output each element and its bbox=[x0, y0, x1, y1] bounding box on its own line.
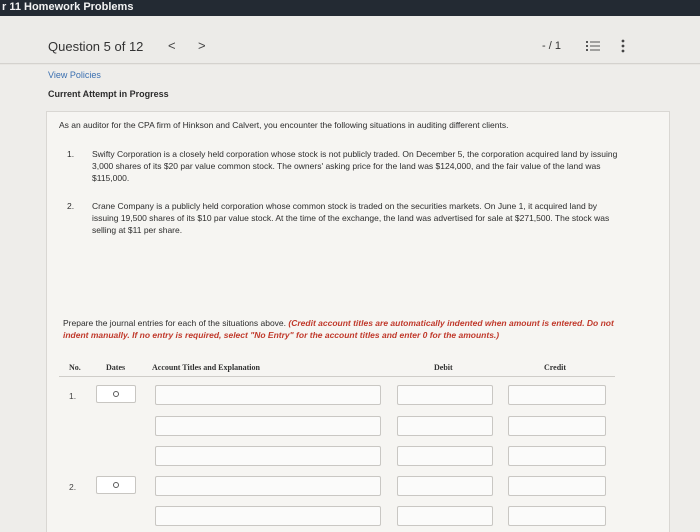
column-header-debit: Debit bbox=[434, 363, 453, 372]
column-header-no: No. bbox=[69, 363, 81, 372]
more-options-icon[interactable] bbox=[621, 39, 625, 53]
question-bar bbox=[0, 16, 700, 64]
date-picker-icon bbox=[113, 482, 119, 488]
problem-panel bbox=[46, 111, 670, 532]
debit-input[interactable] bbox=[397, 416, 493, 436]
credit-input[interactable] bbox=[508, 476, 606, 496]
next-question-button[interactable]: > bbox=[198, 38, 206, 53]
question-counter: Question 5 of 12 bbox=[48, 39, 144, 54]
prev-question-button[interactable]: < bbox=[168, 38, 176, 53]
credit-input[interactable] bbox=[508, 416, 606, 436]
instructions bbox=[63, 317, 623, 341]
account-title-input[interactable] bbox=[155, 385, 381, 405]
debit-input[interactable] bbox=[397, 446, 493, 466]
account-title-input[interactable] bbox=[155, 476, 381, 496]
instruction-note: (Credit account titles are automatically indented when amount is entered. Do not indent manually. If no entry is required, select "No Entry" for the account titles and enter 0 for the amounts.) bbox=[63, 318, 614, 340]
date-select[interactable] bbox=[96, 385, 136, 403]
question-score: - / 1 bbox=[542, 40, 561, 52]
date-picker-icon bbox=[113, 391, 119, 397]
problem-intro: As an auditor for the CPA firm of Hinkson and Calvert, you encounter the following situations in auditing different clients. bbox=[59, 120, 509, 130]
assignment-title: r 11 Homework Problems bbox=[2, 1, 134, 13]
attempt-status: Current Attempt in Progress bbox=[48, 89, 169, 99]
credit-input[interactable] bbox=[508, 506, 606, 526]
account-title-input[interactable] bbox=[155, 416, 381, 436]
journal-table-header bbox=[59, 360, 615, 377]
credit-input[interactable] bbox=[508, 446, 606, 466]
date-select[interactable] bbox=[96, 476, 136, 494]
situation-number: 2. bbox=[67, 201, 75, 211]
view-policies-link[interactable]: View Policies bbox=[48, 70, 101, 80]
situation-text: Crane Company is a publicly held corporation whose common stock is traded on the securities markets. On June 1, it acquired land by issuing 19,500 shares of its $10 par value stock. At the time of the exchange, the land was advertised for sale at $271,500. The stock was selling at $11 per share. bbox=[92, 201, 610, 235]
situation-number: 1. bbox=[67, 149, 75, 159]
column-header-account: Account Titles and Explanation bbox=[152, 363, 260, 372]
question-list-icon[interactable] bbox=[586, 40, 600, 52]
credit-input[interactable] bbox=[508, 385, 606, 405]
situation-text: Swifty Corporation is a closely held corporation whose stock is not publicly traded. On December 5, the corporation acquired land by issuing 3,000 shares of its $20 par value common stock. The owners' asking price for the land was $124,000, and the fair value of the land was $115,000. bbox=[92, 149, 618, 183]
account-title-input[interactable] bbox=[155, 506, 381, 526]
question-content bbox=[0, 65, 700, 532]
column-header-dates: Dates bbox=[106, 363, 126, 372]
column-header-credit: Credit bbox=[544, 363, 567, 372]
debit-input[interactable] bbox=[397, 385, 493, 405]
entry-number: 1. bbox=[69, 391, 77, 401]
instruction-text: Prepare the journal entries for each of the situations above. bbox=[63, 318, 287, 328]
debit-input[interactable] bbox=[397, 506, 493, 526]
app-header bbox=[0, 0, 700, 16]
debit-input[interactable] bbox=[397, 476, 493, 496]
entry-number: 2. bbox=[69, 482, 77, 492]
account-title-input[interactable] bbox=[155, 446, 381, 466]
